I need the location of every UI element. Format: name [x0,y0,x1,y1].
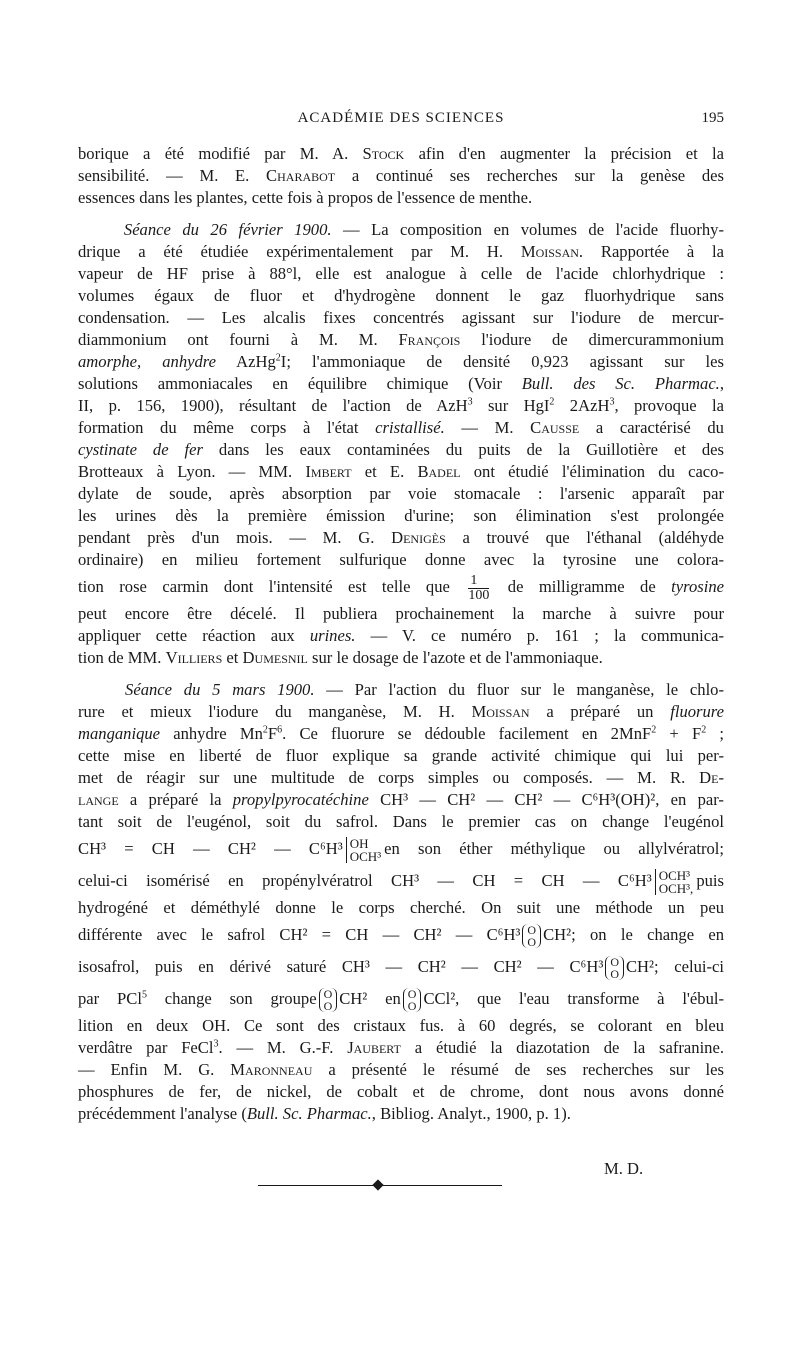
running-head [78,110,724,134]
person-name: Villiers [165,648,223,667]
text-line: solutions ammoniacales en équilibre chimique (Voir Bull. des Sc. Pharmac., [78,374,724,393]
text-line: isosafrol, puis en dérivé saturé CH³ — CH² — CH² — C⁶H³ O O CH²; celui-ci [78,955,725,982]
person-name: lange [78,790,119,809]
person-name: De- [699,768,724,787]
person-name: Imbert [305,462,352,481]
text-line: appliquer cette réaction aux urines. — V. ce numéro p. 161 ; la communica- [78,626,724,645]
chemical-formula: CH³ — CH = CH — C⁶H³ [391,871,652,890]
text-line: formation du même corps à l'état cristallisé. — M. Causse a caractérisé du [78,418,724,437]
person-name: Causse [530,418,580,437]
person-name: François [398,330,461,349]
text-line: pendant près d'un mois. — M. G. Denigès a trouvé que l'éthanal (aldéhyde [78,528,724,547]
text-line: CH³ = CH — CH² — C⁶H³ OH OCH³ en son éther méthylique ou allylvératrol; [78,836,724,865]
paragraph-3 [78,679,724,1125]
text-line: peut encore être décelé. Il publiera prochainement la marche à suivre pour [78,604,724,623]
text-line: phosphures de fer, de nickel, de cobalt et de chrome, dont nous avons donné [78,1082,724,1101]
text-line: volumes égaux de fluor et d'hydrogène donnent le gaz fluorhydrique sans [78,286,724,305]
text-line: rure et mieux l'iodure du manganèse, M. H. Moissan a préparé un fluorure [78,702,724,721]
person-name: Stock [362,144,405,163]
text-line: tant soit de l'eugénol, soit du safrol. Dans le premier cas on change l'eugénol [78,812,724,831]
text-line: II, p. 156, 1900), résultant de l'action de AzH$^3$ sur HgI$^2$ 2AzH$^3$, provoque la [78,396,724,415]
chemical-formula: CH³ — CH² — CH² — C⁶H³ [341,957,604,976]
text-line: différente avec le safrol CH² = CH — CH² — C⁶H³ O O CH²; on le change en [78,923,724,950]
person-name: Maronneau [230,1060,313,1079]
text-line: verdâtre par FeCl$^3$. — M. G.-F. Jaubert a étudié la diazotation de la safranine. [78,1038,724,1057]
text-line: lition en deux OH. Ce sont des cristaux fus. à 60 degrés, se colorant en bleu [78,1016,724,1035]
formula-branch: OCH³ OCH³, [655,869,694,895]
text-line: les urines dès la première émission d'urine; son élimination s'est prolongée [78,506,724,525]
text-line: cystinate de fer dans les eaux contaminées du puits de la Guillotière et des [78,440,724,459]
text-line: dylate de soude, après absorption par voie stomacale : l'arsenic apparaît par [78,484,724,503]
text-line: met de réagir sur une multitude de corps simples ou composés. — M. R. De- [78,768,724,787]
text-line: vapeur de HF prise à 88°l, elle est analogue à celle de l'acide chlorhydrique : [78,264,724,283]
body-text [78,143,724,1125]
text-line: manganique anhydre $Mn^2F^6$. Ce fluorure se dédouble facilement en $2MnF^2 + F^2$ ; [78,724,724,743]
text-line: sensibilité. — M. E. Charabot a continué ses recherches sur la genèse des [78,166,724,185]
dioxy-ring: O O [403,988,422,1012]
text-line: celui-ci isomérisé en propénylvératrol CH³ — CH = CH — C⁶H³ OCH³ OCH³, puis [78,868,724,897]
text-line: — Enfin M. G. Maronneau a présenté le résumé de ses recherches sur les [78,1060,724,1079]
text-line: drique a été étudiée expérimentalement par M. H. Moissan. Rapportée à la [78,242,725,261]
paragraph-1 [78,143,724,209]
text-line: Brotteaux à Lyon. — MM. Imbert et E. Badel ont étudié l'élimination du caco- [78,462,724,481]
text-line: précédemment l'analyse (Bull. Sc. Pharmac., Bibliog. Analyt., 1900, p. 1). [78,1104,571,1123]
text-line: hydrogéné et déméthylé donne le corps cherché. On suit une méthode un peu [78,898,724,917]
formula-branch: OH OCH³ [346,837,381,863]
dioxy-ring: O O [522,924,541,948]
person-name: Dumesnil [242,648,308,667]
text-line: ordinaire) en milieu fortement sulfurique donne avec la tyrosine une colora- [78,550,724,569]
session-date: Séance du 5 mars 1900. [125,680,315,699]
person-name: Denigès [391,528,446,547]
text-line: Séance du 5 mars 1900. — Par l'action du fluor sur le manganèse, le chlo- [125,680,724,699]
person-name: Badel [417,462,461,481]
text-line: par PCl$^5$ change son groupe O O CH² en O O CCl², que l'eau transforme à l'ébul- [78,987,725,1014]
person-name: Jaubert [347,1038,401,1057]
text-line: condensation. — Les alcalis fixes concentrés agissant sur l'iodure de mercur- [78,308,724,327]
text-line: diammonium ont fourni à M. M. François l'iodure de dimercurammonium [78,330,724,349]
text-line: essences dans les plantes, cette fois à propos de l'essence de menthe. [78,188,533,207]
author-signature: M. D. [604,1159,644,1178]
text-line: lange a préparé la propylpyrocatéchine CH³ — CH² — CH² — C⁶H³(OH)², en par- [78,790,724,809]
dioxy-ring: O O [319,988,338,1012]
diamond-icon [372,1179,383,1190]
paragraph-2 [78,219,724,669]
dioxy-ring: O O [605,956,624,980]
chemical-formula: CH² = CH — CH² — C⁶H³ [279,925,521,944]
text-line: tion de MM. Villiers et Dumesnil sur le dosage de l'azote et de l'ammoniaque. [78,648,603,667]
chemical-formula: CH³ = CH — CH² — C⁶H³ [78,839,343,858]
chemical-formula: CH³ — CH² — CH² — C⁶H³(OH)², [380,790,660,809]
person-name: Moissan [471,702,530,721]
text-line: borique a été modifié par M. A. Stock afin d'en augmenter la précision et la [78,144,724,163]
person-name: Charabot [266,166,336,185]
fraction: $\frac{1}{100}$ [468,572,490,603]
session-date: Séance du 26 février 1900. [123,220,332,239]
person-name: Moissan. [520,242,584,261]
text-line: tion rose carmin dont l'intensité est telle que $\frac{1}{100}$ de milligramme de tyrosine [78,572,725,603]
running-title: ACADÉMIE DES SCIENCES [297,110,505,126]
text-line: Séance du 26 février 1900. — La composition en volumes de l'acide fluorhy- [123,220,724,239]
text-line: cette mise en liberté de fluor explique sa grande activité chimique qui lui per- [78,746,724,765]
tail-ornament [258,1180,502,1192]
page-number: 195 [701,110,724,126]
text-line: amorphe, anhydre AzHg$^2$I; l'ammoniaque de densité 0,923 agissant sur les [78,352,724,371]
